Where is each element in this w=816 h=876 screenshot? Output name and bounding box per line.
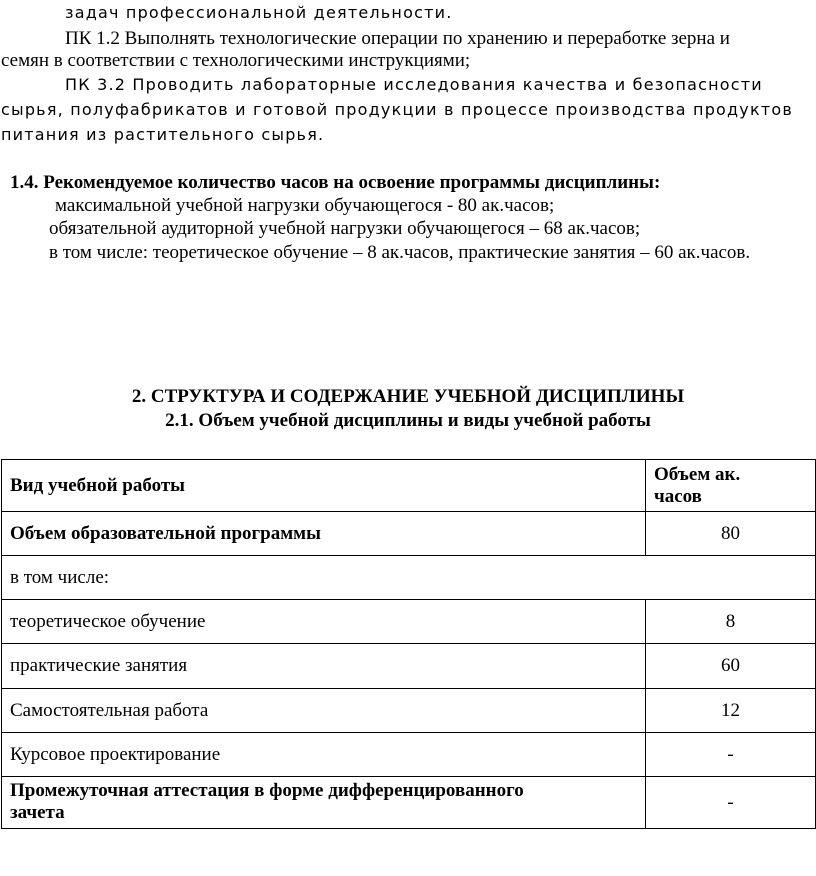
pk32-line-3: питания из растительного сырья. — [1, 125, 325, 144]
row-label: в том числе: — [2, 556, 816, 600]
row-value: 8 — [646, 600, 816, 644]
pk32-line-1: ПК 3.2 Проводить лабораторные исследования качества и безопасности — [65, 75, 763, 94]
table-row — [2, 512, 816, 556]
pk12-line-1: ПК 1.2 Выполнять технологические операции по хранению и переработке зерна и — [65, 28, 730, 49]
table-row — [2, 733, 816, 777]
row-label: практические занятия — [2, 644, 646, 689]
header-hours-line-1: Объем ак. — [654, 463, 741, 485]
pk12-line-2: семян в соответствии с технологическими инструкциями; — [1, 50, 471, 71]
header-work-type: Вид учебной работы — [2, 460, 646, 512]
header-hours-line-2: часов — [654, 485, 702, 507]
row-value: - — [646, 777, 816, 829]
section-2-subtitle: 2.1. Объем учебной дисциплины и виды учебной работы — [165, 410, 651, 431]
row-label: Курсовое проектирование — [2, 733, 646, 777]
section-1-4-heading: 1.4. Рекомендуемое количество часов на освоение программы дисциплины: — [10, 172, 661, 193]
table-row — [2, 556, 816, 600]
max-load-text: максимальной учебной нагрузки обучающегося - 80 ак.часов; — [55, 195, 555, 216]
row-label-line-1: Промежуточная аттестация в форме дифференцированного — [10, 780, 524, 801]
table-row — [2, 600, 816, 644]
pk32-line-2: сырья, полуфабрикатов и готовой продукции в процессе производства продуктов — [1, 100, 793, 119]
row-label — [2, 777, 646, 829]
row-label: Самостоятельная работа — [2, 689, 646, 733]
including-text: в том числе: теоретическое обучение – 8 ак.часов, практические занятия – 60 ак.часов. — [49, 242, 751, 263]
row-label: Объем образовательной программы — [2, 512, 646, 556]
row-value: 60 — [646, 644, 816, 689]
table-row — [2, 689, 816, 733]
row-value: 12 — [646, 689, 816, 733]
row-value: - — [646, 733, 816, 777]
row-value: 80 — [646, 512, 816, 556]
table-row — [2, 644, 816, 689]
section-2-title: 2. СТРУКТУРА И СОДЕРЖАНИЕ УЧЕБНОЙ ДИСЦИПЛИНЫ — [131, 386, 685, 407]
header-hours — [646, 460, 816, 512]
row-label-line-2: зачета — [10, 802, 65, 823]
study-hours-table — [1, 459, 816, 829]
row-label: теоретическое обучение — [2, 600, 646, 644]
table-header-row — [2, 460, 816, 512]
intro-line-1: задач профессиональной деятельности. — [65, 3, 453, 22]
table-row — [2, 777, 816, 829]
classroom-load-text: обязательной аудиторной учебной нагрузки обучающегося – 68 ак.часов; — [49, 218, 641, 239]
